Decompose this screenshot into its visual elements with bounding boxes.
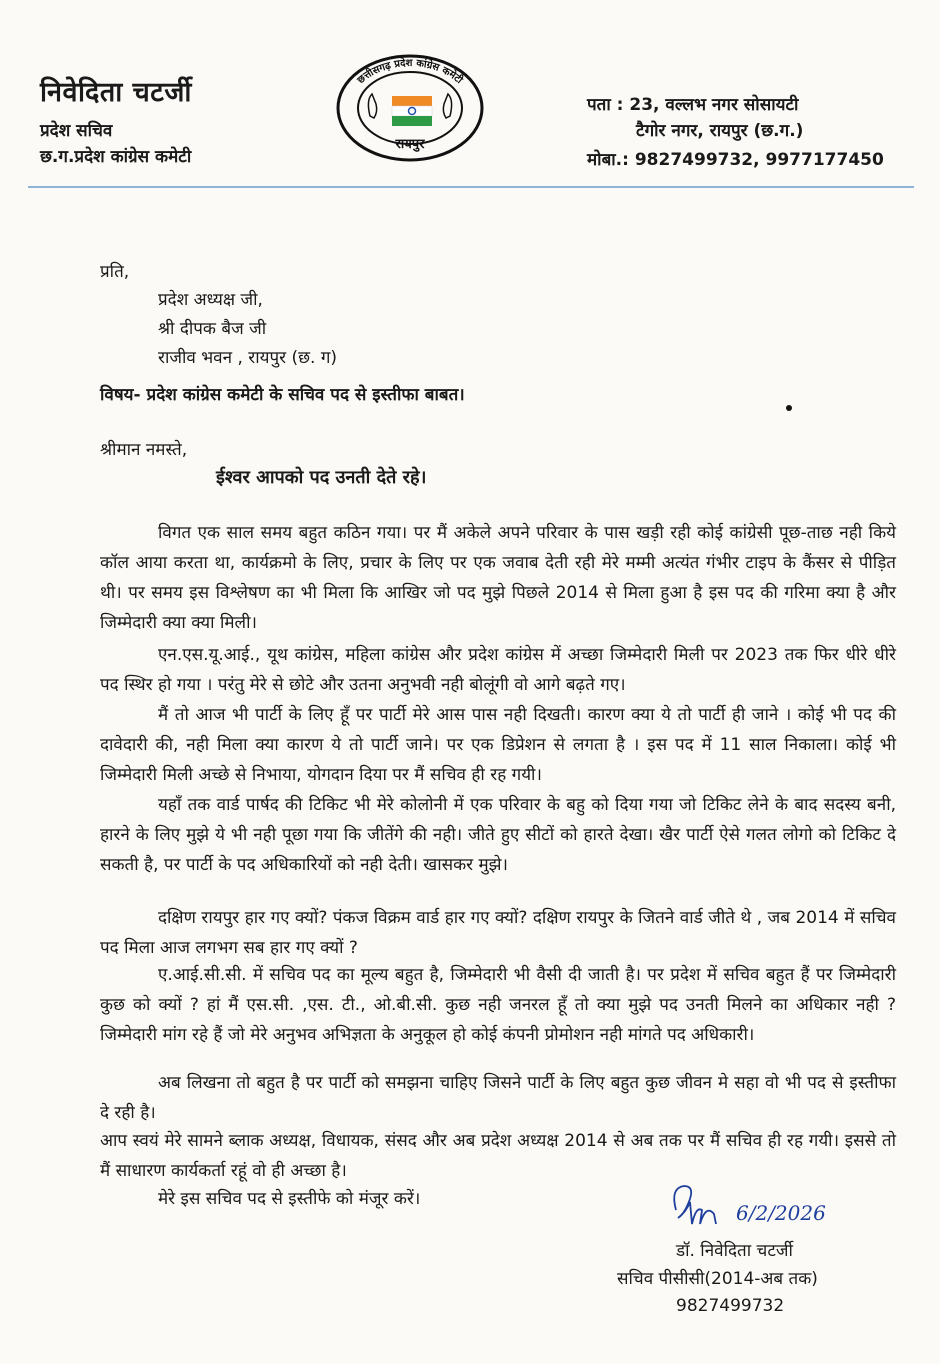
paragraph-9: मेरे इस सचिव पद से इस्तीफे को मंजूर करें। [158,1189,421,1209]
congress-seal-icon [334,52,486,164]
subject-line: विषय- प्रदेश कांग्रेस कमेटी के सचिव पद से इस्तीफा बाबत। [100,385,465,405]
address-line-2: टैगोर नगर, रायपुर (छ.ग.) [636,121,804,141]
paragraph-8: आप स्वयं मेरे सामने ब्लाक अध्यक्ष, विधायक, संसद और अब प्रदेश अध्यक्ष 2014 से अब तक पर मैं सचिव ही रह गयी। इससे तो मैं साधारण कार्यकर्ता रहूं वो ही अच्छा है। [100,1131,896,1181]
logo-city-text: रायपुर [395,137,425,152]
recipient-line-3: राजीव भवन , रायपुर (छ. ग) [158,348,338,368]
signature-scribble-icon [662,1180,852,1240]
paragraph-3: मैं तो आज भी पार्टी के लिए हूँ पर पार्टी मेरे आस पास नही दिखती। कारण क्या ये तो पार्टी ही जाने । कोई भी पद की दावेदारी की, नही मिला क्या कारण ये तो पार्टी जाने। पर एक डिप्रेशन से लगता है । इस पद में 11 साल निकाला। कोई भी जिम्मेदारी मिली अच्छे से निभाया, योगदान दिया पर मैं सचिव ही रह गयी। [100,705,896,785]
paragraph-5: दक्षिण रायपुर हार गए क्यों? पंकज विक्रम वार्ड हार गए क्यों? दक्षिण रायपुर के जितने वार्ड जीते थे , जब 2014 में सचिव पद मिला आज लगभग सब हार गए क्यों ? [100,908,896,958]
letterhead-name: निवेदिता चटर्जी [40,77,192,108]
letterhead-organization: छ.ग.प्रदेश कांग्रेस कमेटी [40,147,192,167]
signature-date: 6/2/2026 [736,1201,826,1225]
paragraph-2: एन.एस.यू.आई., यूथ कांग्रेस, महिला कांग्रेस और प्रदेश कांग्रेस में अच्छा जिम्मेदारी मिली पर 2023 तक फिर धीरे धीरे पद स्थिर हो गया । परंतु मेरे से छोटे और उतना अनुभवी नही बोलूंगी वो आगे बढ़ते गए। [100,645,896,695]
signatory-name: डॉ. निवेदिता चटर्जी [676,1241,793,1261]
paragraph-7: अब लिखना तो बहुत है पर पार्टी को समझना चाहिए जिसने पार्टी के लिए बहुत कुछ जीवन मे सहा वो भी पद से इस्तीफा दे रही है। [100,1073,896,1123]
recipient-line-2: श्री दीपक बैज जी [158,319,267,339]
paragraph-1: विगत एक साल समय बहुत कठिन गया। पर मैं अकेले अपने परिवार के पास खड़ी रही कोई कांग्रेसी पूछ-ताछ नही किये कॉल आया करता था, कार्यक्रमो के लिए, प्रचार के लिए पर एक जवाब देती रही मेरे मम्मी अत्यंत गंभीर टाइप के कैंसर से पीड़ित थी। पर समय इस विश्लेषण का भी मिला कि आखिर जो पद मुझे पिछले 2014 से मिला हुआ है इस पद की गरिमा क्या है और जिम्मेदारी क्या क्या मिली। [100,523,896,633]
letterhead-designation: प्रदेश सचिव [40,121,113,141]
stray-dot [786,405,792,411]
recipient-prati: प्रति, [100,262,130,282]
congress-logo [334,52,486,164]
address-line-1: पता : 23, वल्लभ नगर सोसायटी [587,95,799,115]
signatory-phone: 9827499732 [676,1296,785,1316]
paragraph-4: यहाँ तक वार्ड पार्षद की टिकिट भी मेरे कोलोनी में एक परिवार के बहु को दिया गया जो टिकिट लेने के बाद सदस्य बनी, हारने के लिए मुझे ये भी नही पूछा गया कि जीतेंगे की नही। जीते हुए सीटों को हारते देखा। खैर पार्टी ऐसे गलत लोगो को टिकिट दे सकती है, पर पार्टी के पद अधिकारियों को नही देती। खासकर मुझे। [100,795,896,875]
mobile-numbers: मोबा.: 9827499732, 9977177450 [587,150,884,170]
signatory-title: सचिव पीसीसी(2014-अब तक) [617,1269,818,1289]
logo-arc-text: छत्तीसगढ़ प्रदेश कांग्रेस कमेटी [355,57,465,87]
paragraph-6: ए.आई.सी.सी. में सचिव पद का मूल्य बहुत है, जिम्मेदारी भी वैसी दी जाती है। पर प्रदेश में सचिव बहुत हैं पर जिम्मेदारी कुछ को क्यों ? हां मैं एस.सी. ,एस. टी., ओ.बी.सी. कुछ नही जनरल हूँ तो क्या मुझे पद उनती मिलने का अधिकार नही ? जिम्मेदारी मांग रहे हैं जो मेरे अनुभव अभिज्ञता के अनुकूल हो कोई कंपनी प्रोमोशन नही मांगते पद अधिकारी। [100,965,896,1045]
recipient-line-1: प्रदेश अध्यक्ष जी, [158,290,263,310]
header-rule [28,186,914,188]
handwritten-signature [662,1180,852,1240]
salutation: श्रीमान नमस्ते, [100,440,188,460]
greeting: ईश्वर आपको पद उनती देते रहे। [216,467,427,488]
